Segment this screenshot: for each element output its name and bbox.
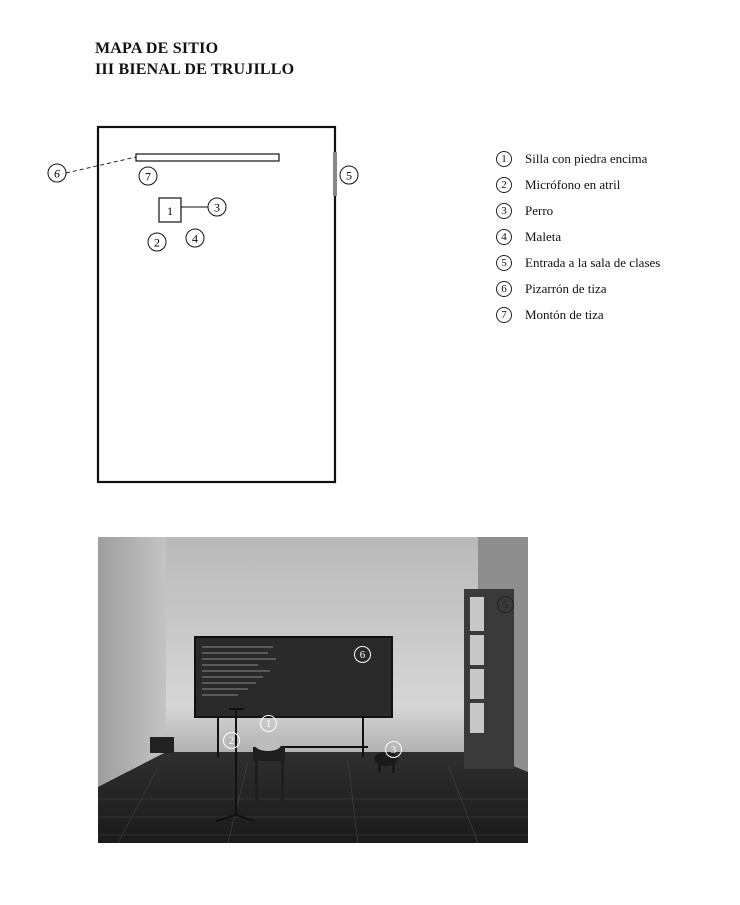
svg-text:3: 3 — [214, 200, 220, 215]
legend-number: 3 — [496, 203, 512, 219]
legend-text: Maleta — [525, 229, 562, 244]
blackboard-shape — [136, 154, 279, 161]
legend-item — [496, 224, 660, 250]
photo-marker-3: 3 — [385, 741, 402, 758]
legend-text: Silla con piedra encima — [525, 151, 648, 166]
legend-item — [496, 146, 660, 172]
legend-number: 7 — [496, 307, 512, 323]
plan-marker-4 — [186, 229, 204, 247]
legend-number: 5 — [496, 255, 512, 271]
blackboard-leader-line — [66, 157, 136, 173]
legend-number: 1 — [496, 151, 512, 167]
title-line-2: III BIENAL DE TRUJILLO — [95, 61, 295, 78]
plan-marker-7 — [139, 167, 157, 185]
floor — [98, 752, 528, 843]
photo-marker-2: 2 — [223, 732, 240, 749]
plan-label-1: 1 — [167, 204, 173, 218]
legend-item — [496, 198, 660, 224]
legend-text: Entrada a la sala de clases — [525, 255, 661, 270]
legend-item — [496, 172, 660, 198]
room-outline — [98, 127, 335, 482]
svg-text:7: 7 — [145, 169, 151, 184]
classroom-photo — [98, 537, 528, 843]
legend-number: 6 — [496, 281, 512, 297]
svg-text:5: 5 — [346, 168, 352, 183]
plan-marker-3 — [208, 198, 226, 216]
door-shape — [333, 152, 337, 196]
legend-number: 2 — [496, 177, 512, 193]
door-panes — [470, 597, 484, 733]
plan-marker-6 — [48, 164, 66, 182]
svg-text:6: 6 — [54, 166, 60, 181]
stone — [255, 739, 281, 751]
title-line-1: MAPA DE SITIO — [95, 40, 219, 57]
suitcase — [150, 737, 174, 753]
svg-text:4: 4 — [192, 231, 198, 246]
legend-item — [496, 276, 660, 302]
photo-marker-5: 5 — [497, 596, 514, 613]
legend-text: Micrófono en atril — [525, 177, 621, 192]
legend-text: Pizarrón de tiza — [525, 281, 607, 296]
legend-text: Montón de tiza — [525, 307, 604, 322]
legend-text: Perro — [525, 203, 554, 218]
legend-item — [496, 250, 660, 276]
svg-text:2: 2 — [154, 235, 160, 250]
legend-item — [496, 302, 660, 328]
plan-marker-5 — [340, 166, 358, 184]
photo-marker-1: 1 — [260, 715, 277, 732]
photo-marker-6: 6 — [354, 646, 371, 663]
legend — [496, 146, 660, 328]
plan-marker-2 — [148, 233, 166, 251]
legend-number: 4 — [496, 229, 512, 245]
